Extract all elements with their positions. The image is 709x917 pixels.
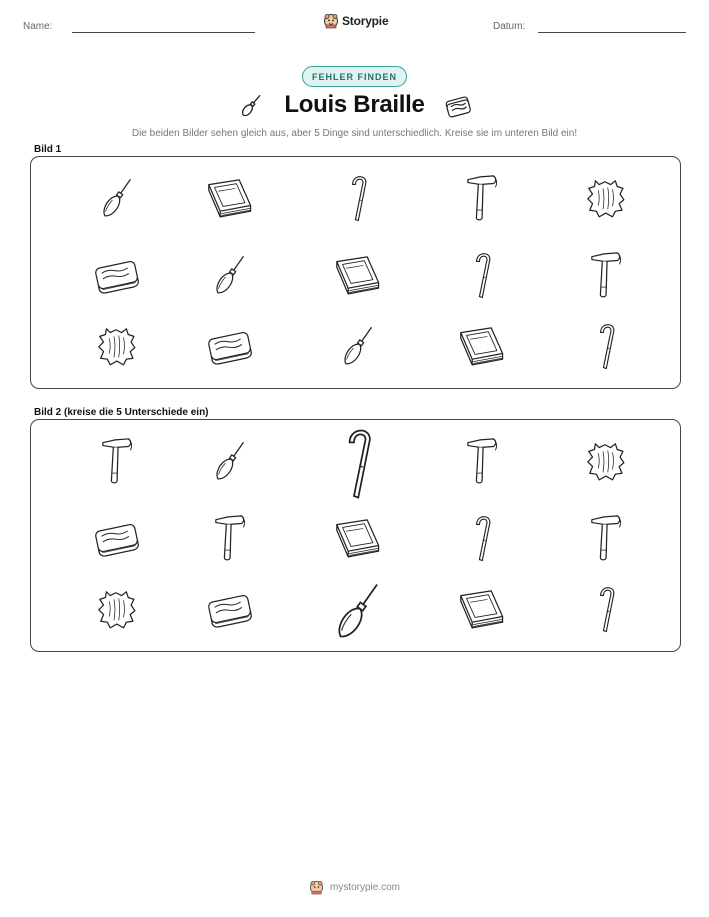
instructions: Die beiden Bilder sehen gleich aus, aber 5 Dinge sind unterschiedlich. Kreise sie im unteren Bild ein!: [131, 128, 578, 139]
cane-icon[interactable]: [318, 424, 398, 504]
picture-2-label: Bild 2 (kreise die 5 Unterschiede ein): [34, 407, 209, 418]
book-icon[interactable]: [318, 509, 398, 569]
awl-icon[interactable]: [318, 317, 398, 377]
footer: [0, 880, 709, 895]
awl-icon[interactable]: [318, 572, 398, 652]
hammer-icon[interactable]: [442, 169, 522, 229]
slate-icon[interactable]: [190, 580, 270, 640]
cane-icon[interactable]: [318, 169, 398, 229]
cane-icon[interactable]: [566, 580, 646, 640]
slate-icon[interactable]: [77, 509, 157, 569]
awl-icon[interactable]: [190, 246, 270, 306]
book-icon[interactable]: [442, 580, 522, 640]
brand-logo: [323, 13, 388, 29]
book-icon[interactable]: [442, 317, 522, 377]
hammer-icon[interactable]: [442, 432, 522, 492]
braille-slate-icon: [443, 93, 473, 119]
hide-icon[interactable]: [77, 317, 157, 377]
hide-icon[interactable]: [566, 169, 646, 229]
book-icon[interactable]: [318, 246, 398, 306]
hide-icon[interactable]: [77, 580, 157, 640]
storypie-mascot-icon: [309, 880, 324, 895]
hammer-icon[interactable]: [566, 509, 646, 569]
awl-icon[interactable]: [190, 432, 270, 492]
cane-icon[interactable]: [566, 317, 646, 377]
awl-icon[interactable]: [77, 169, 157, 229]
hide-icon[interactable]: [566, 432, 646, 492]
name-line[interactable]: [72, 32, 255, 33]
picture-1-label: Bild 1: [34, 144, 62, 155]
book-icon[interactable]: [190, 169, 270, 229]
date-label: Datum:: [493, 21, 526, 32]
cane-icon[interactable]: [442, 246, 522, 306]
worksheet-type-badge: FEHLER FINDEN: [302, 66, 407, 87]
brand-name: Storypie: [342, 14, 389, 28]
picture-1-panel[interactable]: [30, 156, 681, 389]
footer-url[interactable]: mystorypie.com: [329, 882, 400, 893]
name-label: Name:: [23, 21, 53, 32]
hammer-icon[interactable]: [566, 246, 646, 306]
hammer-icon[interactable]: [77, 432, 157, 492]
picture-2-panel[interactable]: [30, 419, 681, 652]
slate-icon[interactable]: [190, 317, 270, 377]
slate-icon[interactable]: [77, 246, 157, 306]
page-title: Louis Braille: [284, 91, 425, 118]
date-line[interactable]: [538, 32, 686, 33]
cane-icon[interactable]: [442, 509, 522, 569]
storypie-mascot-icon: [323, 13, 339, 29]
hammer-icon[interactable]: [190, 509, 270, 569]
